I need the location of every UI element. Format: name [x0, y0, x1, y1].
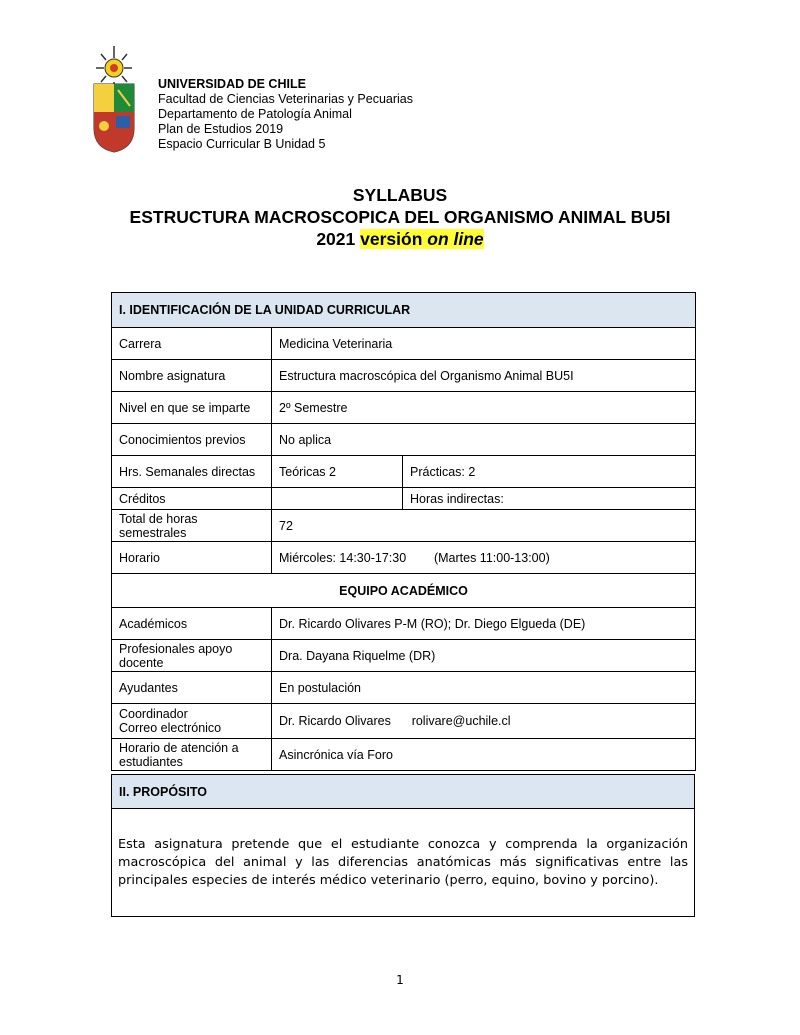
coordinador-value: Dr. Ricardo Olivares — [279, 714, 391, 728]
table-row — [112, 608, 696, 640]
ayudantes-label: Ayudantes — [112, 672, 272, 704]
curricular-space: Espacio Curricular B Unidad 5 — [158, 137, 326, 151]
horario-label: Horario — [112, 542, 272, 574]
profesionales-label: Profesionales apoyo docente — [112, 640, 272, 672]
faculty-name: Facultad de Ciencias Veterinarias y Pecuarias — [158, 92, 413, 106]
online-label: on line — [427, 229, 484, 249]
academicos-value: Dr. Ricardo Olivares P-M (RO); Dr. Diego Elgueda (DE) — [272, 608, 696, 640]
table-row — [112, 510, 696, 542]
section2-heading: II. PROPÓSITO — [112, 775, 695, 809]
horas-indirectas-label: Horas indirectas: — [403, 488, 696, 510]
university-crest-logo — [86, 44, 142, 154]
total-horas-label: Total de horas semestrales — [112, 510, 272, 542]
horario-cell — [272, 542, 696, 574]
table-row — [112, 424, 696, 456]
academicos-label: Académicos — [112, 608, 272, 640]
version-highlight — [360, 229, 484, 249]
teoricas-value: Teóricas 2 — [272, 456, 403, 488]
conocimientos-label: Conocimientos previos — [112, 424, 272, 456]
title-year-version — [0, 228, 800, 250]
purpose-table — [111, 774, 695, 809]
table-row — [112, 456, 696, 488]
table-row — [112, 704, 696, 739]
conocimientos-value: No aplica — [272, 424, 696, 456]
horario-alt: (Martes 11:00-13:00) — [433, 550, 550, 565]
correo-label: Correo electrónico — [119, 721, 222, 735]
version-label: versión — [360, 229, 423, 249]
nombre-label: Nombre asignatura — [112, 360, 272, 392]
section1-heading: I. IDENTIFICACIÓN DE LA UNIDAD CURRICULAR — [112, 293, 696, 328]
creditos-label: Créditos — [112, 488, 272, 510]
coordinador-cell — [112, 704, 272, 739]
purpose-text: Esta asignatura pretende que el estudiante conozca y comprenda la organización macroscópica del animal y las diferencias anatómicas más significativas entre las principales especies de interés médico veterinario (perro, equino, bovino y porcino). — [118, 837, 688, 888]
profesionales-value: Dra. Dayana Riquelme (DR) — [272, 640, 696, 672]
team-header-row — [112, 574, 696, 608]
table-row — [112, 672, 696, 704]
carrera-value: Medicina Veterinaria — [272, 328, 696, 360]
section2-header-row — [112, 775, 695, 809]
university-name: UNIVERSIDAD DE CHILE — [158, 77, 306, 91]
section1-header-row — [112, 293, 696, 328]
title-course: ESTRUCTURA MACROSCOPICA DEL ORGANISMO ANIMAL BU5I — [129, 207, 671, 227]
coordinador-label: Coordinador — [119, 707, 188, 721]
horario-value: Miércoles: 14:30-17:30 — [279, 550, 407, 565]
page-number: 1 — [396, 973, 404, 987]
atencion-value: Asincrónica vía Foro — [272, 739, 696, 771]
atencion-label: Horario de atención a estudiantes — [112, 739, 272, 771]
table-row — [112, 542, 696, 574]
carrera-label: Carrera — [112, 328, 272, 360]
department-name: Departamento de Patología Animal — [158, 107, 352, 121]
table-row — [112, 739, 696, 771]
practicas-value: Prácticas: 2 — [403, 456, 696, 488]
nivel-value: 2º Semestre — [272, 392, 696, 424]
table-row — [112, 392, 696, 424]
title-year: 2021 — [316, 229, 356, 249]
team-heading: EQUIPO ACADÉMICO — [112, 574, 696, 608]
hrs-label: Hrs. Semanales directas — [112, 456, 272, 488]
creditos-value — [272, 488, 403, 510]
table-row — [112, 640, 696, 672]
identification-table — [111, 292, 696, 771]
coordinador-value-cell — [272, 704, 696, 739]
study-plan: Plan de Estudios 2019 — [158, 122, 284, 136]
title-syllabus: SYLLABUS — [352, 185, 448, 205]
document-title — [0, 184, 800, 250]
institution-header — [158, 77, 413, 152]
table-row — [112, 328, 696, 360]
table-row — [112, 360, 696, 392]
total-horas-value: 72 — [272, 510, 696, 542]
nombre-value: Estructura macroscópica del Organismo Animal BU5I — [272, 360, 696, 392]
ayudantes-value: En postulación — [272, 672, 696, 704]
table-row — [112, 488, 696, 510]
correo-value: rolivare@uchile.cl — [411, 714, 511, 728]
nivel-label: Nivel en que se imparte — [112, 392, 272, 424]
